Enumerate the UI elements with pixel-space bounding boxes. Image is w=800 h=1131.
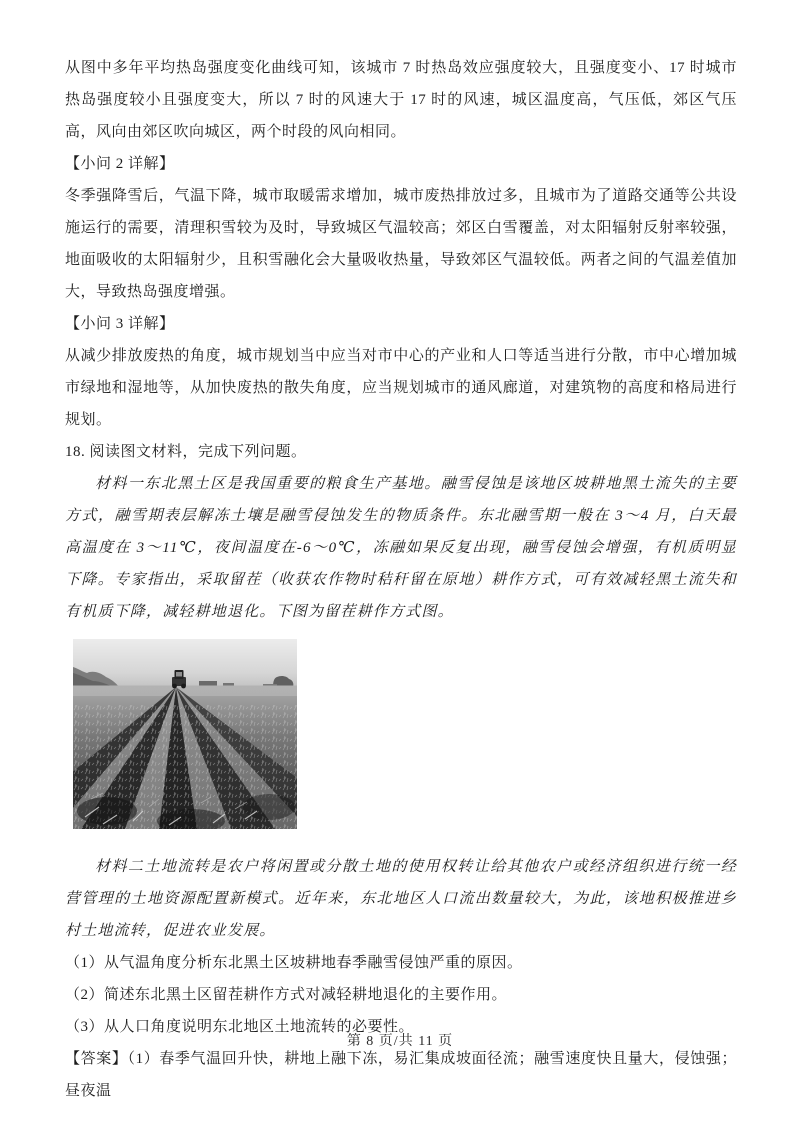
answer-18-first-line: 【答案】（1）春季气温回升快，耕地上融下冻，易汇集成坡面径流；融雪速度快且量大，侵蚀强；昼夜温 <box>65 1051 737 1099</box>
subq3-heading: 【小问 3 详解】 <box>65 316 175 332</box>
sub-question-3: （3）从人口角度说明东北地区土地流转的必要性。 <box>65 1019 415 1035</box>
answer-subq3-explanation: 从减少排放废热的角度，城市规划当中应当对市中心的产业和人口等适当进行分散，市中心增加城市绿地和湿地等，从加快废热的散失角度，应当规划城市的通风廊道，对建筑物的高度和格局进行规划。 <box>65 348 737 428</box>
subq2-heading: 【小问 2 详解】 <box>65 156 175 172</box>
stubble-field-photo <box>73 639 297 829</box>
stubble-field-photo-graphic <box>73 639 297 829</box>
question-18-intro: 18. 阅读图文材料，完成下列问题。 <box>65 444 307 460</box>
sub-question-2: （2）简述东北黑土区留茬耕作方式对减轻耕地退化的主要作用。 <box>65 987 508 1003</box>
material-1-paragraph: 材料一东北黑土区是我国重要的粮食生产基地。融雪侵蚀是该地区坡耕地黑土流失的主要方式，融雪期表层解冻土壤是融雪侵蚀发生的物质条件。东北融雪期一般在 3～4 月，白天最高温度在 3～11℃，夜间温度在-6～0℃，冻融如果反复出现，融雪侵蚀会增强，有机质明显下降。专家指出，采取留茬（收获农作物时秸秆留在原地）耕作方式，可有效减轻黑土流失和有机质下降，减轻耕地退化。下图为留茬耕作方式图。 <box>65 476 737 620</box>
answer-subq2-explanation: 冬季强降雪后，气温下降，城市取暖需求增加，城市废热排放过多，且城市为了道路交通等公共设施运行的需要，清理积雪较为及时，导致城区气温较高；郊区白雪覆盖，对太阳辐射反射率较强，地面吸收的太阳辐射少，且积雪融化会大量吸收热量，导致郊区气温较低。两者之间的气温差值加大，导致热岛强度增强。 <box>65 188 737 300</box>
sub-question-1: （1）从气温角度分析东北黑土区坡耕地春季融雪侵蚀严重的原因。 <box>65 955 523 971</box>
page-footer: 第 8 页/共 11 页 <box>346 1034 454 1049</box>
answer-subq1-explanation: 从图中多年平均热岛强度变化曲线可知，该城市 7 时热岛效应强度较大，且强度变小、17 时城市热岛强度较小且强度变大，所以 7 时的风速大于 17 时的风速，城区温度高，气压低，郊区气压高，风向由郊区吹向城区，两个时段的风向相同。 <box>65 60 737 140</box>
material-2-paragraph: 材料二土地流转是农户将闲置或分散土地的使用权转让给其他农户或经济组织进行统一经营管理的土地资源配置新模式。近年来，东北地区人口流出数量较大，为此，该地积极推进乡村土地流转，促进农业发展。 <box>65 859 737 939</box>
